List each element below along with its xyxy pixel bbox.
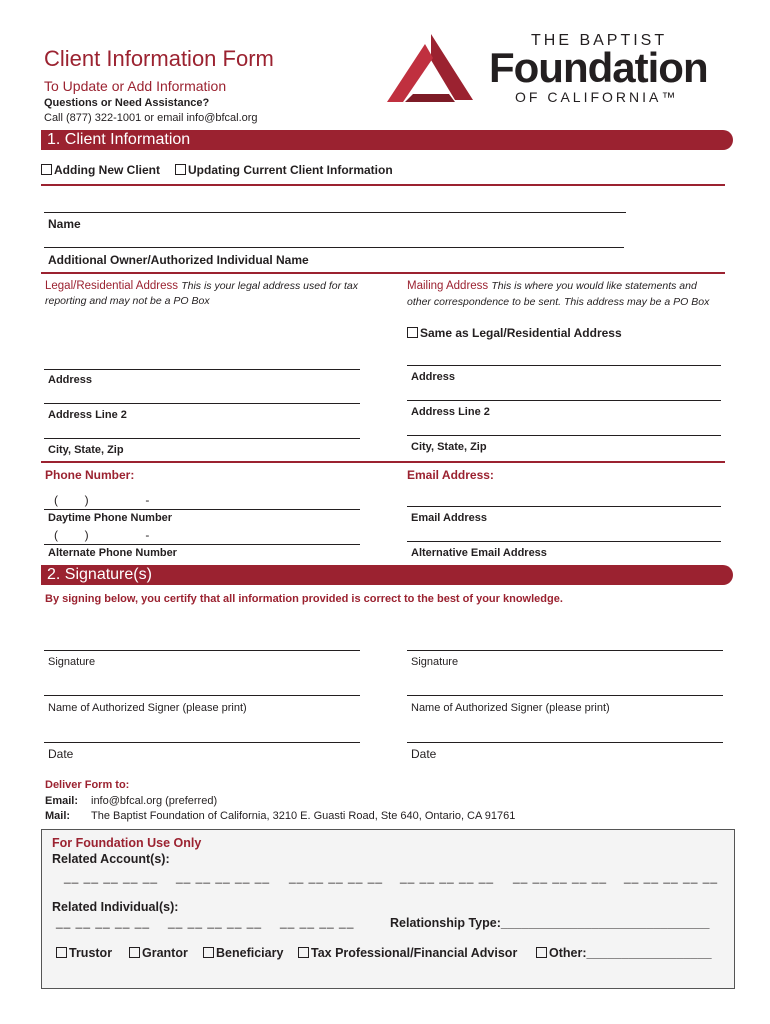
divider (41, 272, 725, 274)
account-field-6[interactable]: __ __ __ __ __ (624, 870, 719, 884)
mailing-address-label: Address (411, 371, 456, 383)
account-field-3[interactable]: __ __ __ __ __ (289, 870, 384, 884)
email-label: Email Address (411, 512, 488, 524)
daytime-phone-label: Daytime Phone Number (48, 512, 173, 524)
legal-address-note: This is your legal address used for tax reporting and may not be a PO Box (45, 280, 359, 307)
legal-address-label: Address (48, 374, 93, 386)
checkbox-icon[interactable] (298, 947, 309, 958)
option-updating-client[interactable] (175, 163, 393, 177)
signer-name-label-1: Name of Authorized Signer (please print) (48, 702, 247, 714)
deliver-mail-key: Mail: (45, 810, 71, 822)
divider (41, 184, 725, 186)
mailing-address-line2-field[interactable] (407, 400, 721, 401)
option-label: Grantor (142, 946, 188, 960)
signature-label-1: Signature (48, 656, 96, 668)
phone-title: Phone Number: (45, 468, 135, 482)
checkbox-icon[interactable] (203, 947, 214, 958)
additional-name-field[interactable] (44, 247, 624, 248)
mailing-address-line2-label: Address Line 2 (411, 406, 490, 418)
related-accounts-label: Related Account(s): (52, 852, 170, 866)
option-grantor[interactable] (129, 946, 188, 960)
legal-address-block (45, 279, 375, 309)
individual-field-3[interactable]: __ __ __ __ (280, 915, 355, 929)
individual-field-2[interactable]: __ __ __ __ __ (168, 915, 263, 929)
deliver-mail-value: The Baptist Foundation of California, 3210 E. Guasti Road, Ste 640, Ontario, CA 91761 (91, 810, 516, 822)
logo-line-2: Foundation (489, 44, 708, 91)
option-label: Same as Legal/Residential Address (420, 326, 622, 340)
section-client-information: 1. Client Information (41, 130, 733, 150)
contact-line: Call (877) 322-1001 or email info@bfcal.org (44, 112, 258, 124)
date-label-1: Date (48, 747, 74, 761)
option-beneficiary[interactable] (203, 946, 283, 960)
option-label: Beneficiary (216, 946, 284, 960)
foundation-logo (385, 30, 735, 110)
legal-city-field[interactable] (44, 438, 360, 439)
option-other[interactable] (536, 946, 712, 960)
date-field-1[interactable] (44, 742, 360, 743)
logo-line-1: THE BAPTIST (531, 32, 668, 49)
email-title: Email Address: (407, 468, 494, 482)
date-field-2[interactable] (407, 742, 723, 743)
account-field-4[interactable]: __ __ __ __ __ (400, 870, 495, 884)
legal-address-field[interactable] (44, 369, 360, 370)
checkbox-icon[interactable] (129, 947, 140, 958)
form-title: Client Information Form (44, 46, 274, 71)
checkbox-icon[interactable] (175, 164, 186, 175)
divider (41, 461, 725, 463)
option-label: Tax Professional/Financial Advisor (311, 946, 518, 960)
account-field-5[interactable]: __ __ __ __ __ (513, 870, 608, 884)
signature-label-2: Signature (411, 656, 459, 668)
office-use-title: For Foundation Use Only (52, 836, 202, 850)
related-individuals-label: Related Individual(s): (52, 900, 179, 914)
option-label: Adding New Client (54, 163, 160, 177)
logo-line-3: OF CALIFORNIA™ (515, 89, 679, 105)
mailing-address-note: This is where you would like statements and other correspondence to be sent. This address may be a PO Box (407, 280, 710, 308)
option-tax-advisor[interactable] (298, 946, 517, 960)
account-field-2[interactable]: __ __ __ __ __ (176, 870, 271, 884)
account-field-1[interactable]: __ __ __ __ __ (64, 870, 159, 884)
alternate-phone-field[interactable] (44, 544, 360, 545)
individual-field-1[interactable]: __ __ __ __ __ (56, 915, 151, 929)
additional-name-label: Additional Owner/Authorized Individual Name (48, 253, 309, 267)
signature-field-1[interactable] (44, 650, 360, 651)
logo-mark-icon (385, 30, 477, 106)
daytime-phone-field[interactable] (44, 509, 360, 510)
name-field[interactable] (44, 212, 626, 213)
daytime-phone-mask: ( ) - (54, 493, 150, 507)
certify-text: By signing below, you certify that all information provided is correct to the best of your knowledge. (45, 593, 563, 605)
legal-address-line2-field[interactable] (44, 403, 360, 404)
alt-email-label: Alternative Email Address (411, 547, 547, 559)
legal-address-title: Legal/Residential Address (45, 280, 178, 292)
mailing-city-field[interactable] (407, 435, 721, 436)
checkbox-icon[interactable] (56, 947, 67, 958)
section-signatures: 2. Signature(s) (41, 565, 733, 585)
signer-name-field-1[interactable] (44, 695, 360, 696)
signer-name-label-2: Name of Authorized Signer (please print) (411, 702, 610, 714)
signature-field-2[interactable] (407, 650, 723, 651)
deliver-email-key: Email: (45, 795, 79, 807)
legal-city-label: City, State, Zip (48, 444, 124, 456)
date-label-2: Date (411, 747, 437, 761)
alternate-phone-label: Alternate Phone Number (48, 547, 177, 559)
checkbox-icon[interactable] (536, 947, 547, 958)
alt-email-field[interactable] (407, 541, 721, 542)
option-trustor[interactable] (56, 946, 112, 960)
checkbox-icon[interactable] (41, 164, 52, 175)
legal-address-line2-label: Address Line 2 (48, 409, 127, 421)
mailing-address-field[interactable] (407, 365, 721, 366)
mailing-address-title: Mailing Address (407, 280, 489, 292)
email-field[interactable] (407, 506, 721, 507)
name-label: Name (48, 217, 81, 231)
option-label: Trustor (69, 946, 113, 960)
option-adding-new-client[interactable] (41, 163, 160, 177)
deliver-title: Deliver Form to: (45, 779, 130, 791)
same-as-legal-option[interactable] (407, 326, 622, 340)
signer-name-field-2[interactable] (407, 695, 723, 696)
deliver-email-value[interactable]: info@bfcal.org (preferred) (91, 795, 218, 807)
mailing-city-label: City, State, Zip (411, 441, 487, 453)
questions-heading: Questions or Need Assistance? (44, 97, 210, 109)
option-label: Other:__________________ (549, 946, 712, 960)
checkbox-icon[interactable] (407, 327, 418, 338)
mailing-address-block (407, 279, 719, 310)
alternate-phone-mask: ( ) - (54, 528, 150, 542)
option-label: Updating Current Client Information (188, 163, 393, 177)
relationship-type-field[interactable]: Relationship Type:______________________________ (390, 916, 710, 930)
form-subtitle: To Update or Add Information (44, 78, 227, 94)
